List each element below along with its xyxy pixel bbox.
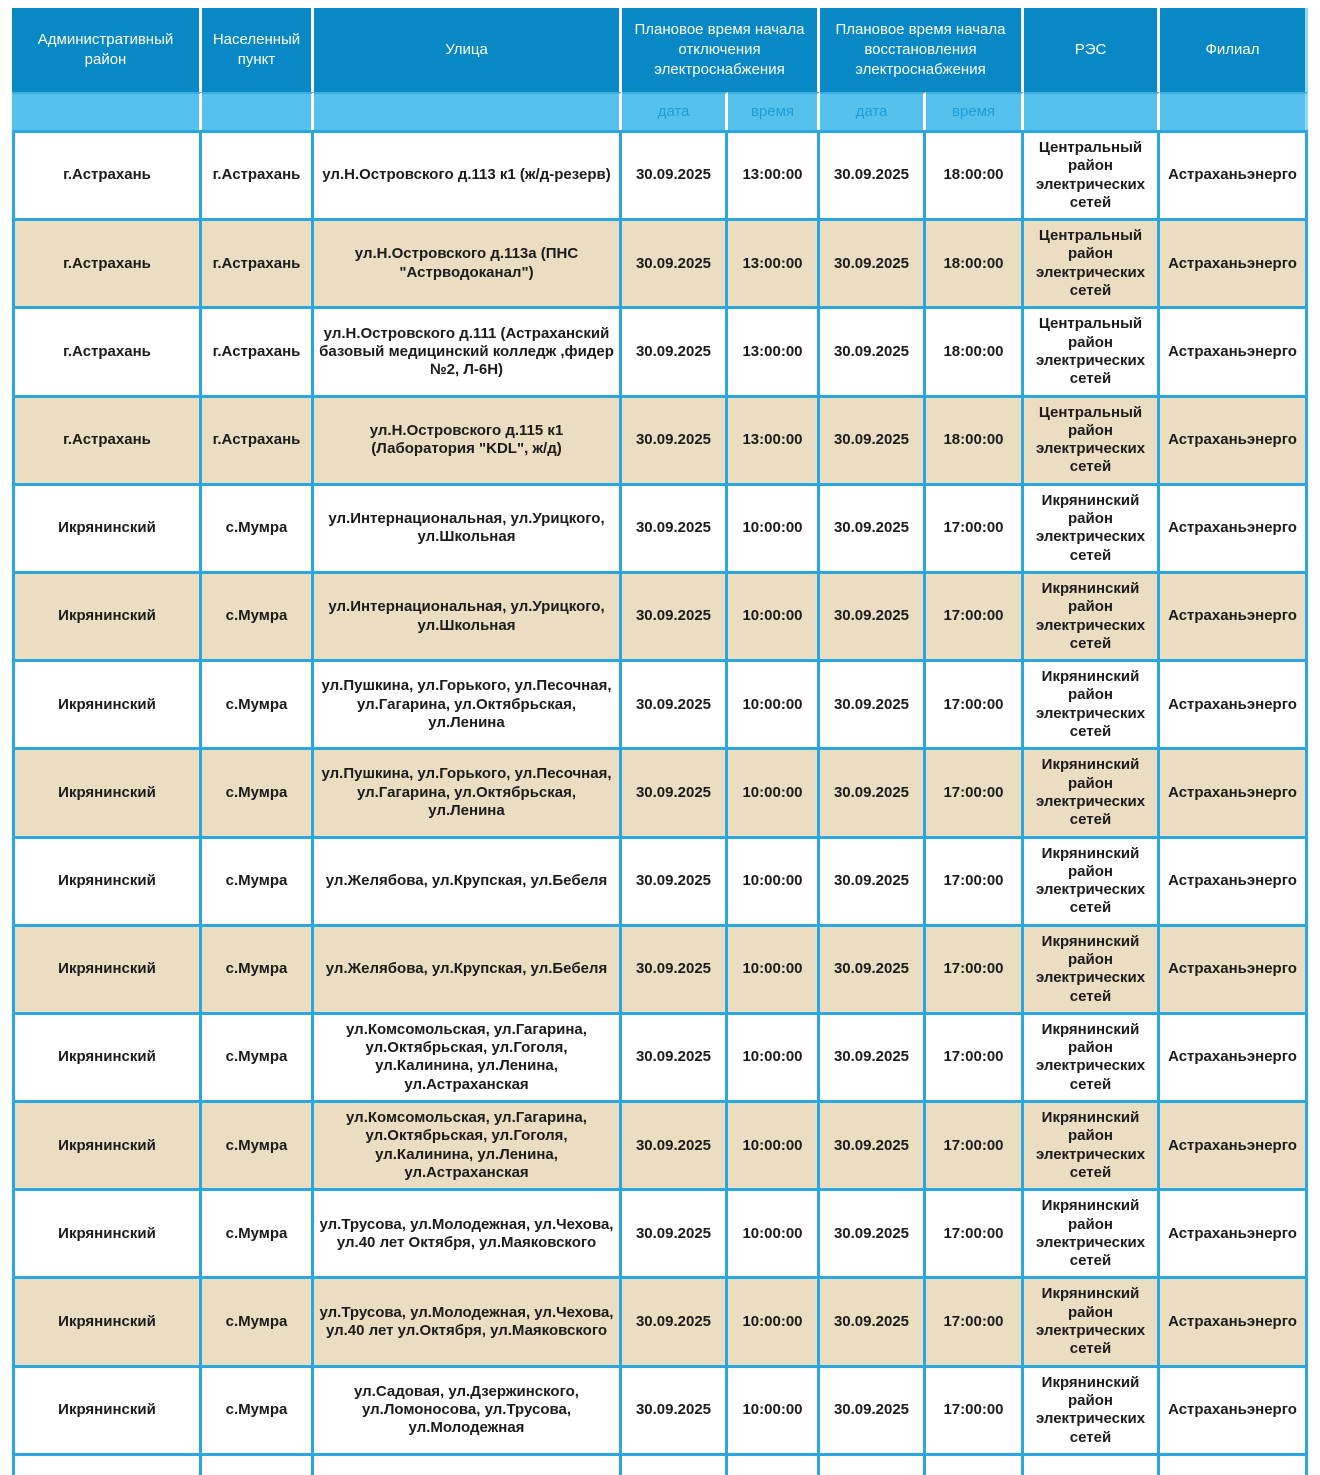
cell-district: г.Астрахань (12, 130, 202, 221)
cell-street (314, 1456, 622, 1475)
cell-res: Икрянинский район электрических сетей (1024, 1191, 1160, 1279)
cell-restore-date: 30.09.2025 (820, 750, 926, 838)
cell-outage-time: 10:00:00 (728, 574, 820, 662)
cell-res: Центральный район электрических сетей (1024, 130, 1160, 221)
cell-branch: Астраханьэнерго (1160, 1279, 1308, 1367)
cell-outage-date: 30.09.2025 (622, 750, 728, 838)
cell-restore-date: 30.09.2025 (820, 839, 926, 927)
cell-restore-date: 30.09.2025 (820, 1279, 926, 1367)
cell-outage-date: 30.09.2025 (622, 839, 728, 927)
cell-outage-time (728, 1456, 820, 1475)
cell-outage-date: 30.09.2025 (622, 486, 728, 574)
cell-district: Икрянинский (12, 486, 202, 574)
cell-restore-time: 17:00:00 (926, 839, 1024, 927)
cell-settlement: г.Астрахань (202, 221, 314, 309)
cell-restore-date: 30.09.2025 (820, 398, 926, 486)
cell-settlement: г.Астрахань (202, 398, 314, 486)
cell-settlement: с.Мумра (202, 1103, 314, 1191)
cell-res (1024, 1456, 1160, 1475)
outage-table (12, 8, 1308, 1475)
cell-res: Икрянинский район электрических сетей (1024, 750, 1160, 838)
cell-district: Икрянинский (12, 662, 202, 750)
table-row (12, 486, 1308, 574)
cell-outage-date: 30.09.2025 (622, 309, 728, 397)
cell-restore-date: 30.09.2025 (820, 1103, 926, 1191)
cell-restore-time: 17:00:00 (926, 662, 1024, 750)
cell-branch: Астраханьэнерго (1160, 750, 1308, 838)
cell-settlement: г.Астрахань (202, 130, 314, 221)
cell-restore-time (926, 1456, 1024, 1475)
cell-res: Икрянинский район электрических сетей (1024, 1015, 1160, 1103)
cell-branch: Астраханьэнерго (1160, 130, 1308, 221)
cell-street: ул.Комсомольская, ул.Гагарина, ул.Октябрьская, ул.Гоголя, ул.Калинина, ул.Ленина, ул.Астраханская (314, 1103, 622, 1191)
cell-branch: Астраханьэнерго (1160, 927, 1308, 1015)
header-street: Улица (314, 8, 622, 92)
subheader-empty-branch (1160, 92, 1308, 130)
header-row-main (12, 8, 1308, 92)
header-res: РЭС (1024, 8, 1160, 92)
cell-district: Икрянинский (12, 574, 202, 662)
cell-outage-date: 30.09.2025 (622, 1191, 728, 1279)
cell-district (12, 1456, 202, 1475)
header-settlement: Населенный пункт (202, 8, 314, 92)
cell-branch: Астраханьэнерго (1160, 486, 1308, 574)
cell-outage-time: 13:00:00 (728, 398, 820, 486)
cell-restore-time: 17:00:00 (926, 574, 1024, 662)
cell-outage-time: 10:00:00 (728, 927, 820, 1015)
cell-outage-date: 30.09.2025 (622, 1279, 728, 1367)
subheader-empty-district (12, 92, 202, 130)
cell-outage-time: 10:00:00 (728, 1368, 820, 1456)
cell-settlement: с.Мумра (202, 1368, 314, 1456)
cell-district: Икрянинский (12, 839, 202, 927)
cell-outage-time: 10:00:00 (728, 486, 820, 574)
cell-outage-date: 30.09.2025 (622, 398, 728, 486)
cell-restore-time: 17:00:00 (926, 1103, 1024, 1191)
subheader-empty-settlement (202, 92, 314, 130)
cell-settlement: с.Мумра (202, 1279, 314, 1367)
cell-res: Икрянинский район электрических сетей (1024, 662, 1160, 750)
cell-outage-date: 30.09.2025 (622, 927, 728, 1015)
cell-res: Икрянинский район электрических сетей (1024, 1368, 1160, 1456)
cell-street: ул.Интернациональная, ул.Урицкого, ул.Школьная (314, 574, 622, 662)
cell-street: ул.Н.Островского д.111 (Астраханский базовый медицинский колледж ,фидер №2, Л-6Н) (314, 309, 622, 397)
cell-settlement: с.Мумра (202, 1015, 314, 1103)
cell-res: Икрянинский район электрических сетей (1024, 574, 1160, 662)
cell-outage-time: 10:00:00 (728, 662, 820, 750)
cell-res: Икрянинский район электрических сетей (1024, 1279, 1160, 1367)
cell-branch: Астраханьэнерго (1160, 1191, 1308, 1279)
cell-restore-time: 18:00:00 (926, 221, 1024, 309)
table-row (12, 398, 1308, 486)
cell-settlement: с.Мумра (202, 927, 314, 1015)
cell-outage-time: 10:00:00 (728, 1015, 820, 1103)
cell-district: Икрянинский (12, 1279, 202, 1367)
cell-restore-time: 18:00:00 (926, 398, 1024, 486)
cell-res: Икрянинский район электрических сетей (1024, 927, 1160, 1015)
cell-branch: Астраханьэнерго (1160, 1015, 1308, 1103)
cell-outage-time: 10:00:00 (728, 1191, 820, 1279)
cell-street: ул.Комсомольская, ул.Гагарина, ул.Октябрьская, ул.Гоголя, ул.Калинина, ул.Ленина, ул.Астраханская (314, 1015, 622, 1103)
cell-branch: Астраханьэнерго (1160, 398, 1308, 486)
cell-district: Икрянинский (12, 750, 202, 838)
cell-restore-time: 18:00:00 (926, 309, 1024, 397)
cell-restore-time: 17:00:00 (926, 1191, 1024, 1279)
cell-street: ул.Н.Островского д.113 к1 (ж/д-резерв) (314, 130, 622, 221)
table-row (12, 1103, 1308, 1191)
table-row (12, 309, 1308, 397)
cell-outage-time: 10:00:00 (728, 1103, 820, 1191)
header-admin-district: Административный район (12, 8, 202, 92)
cell-street: ул.Интернациональная, ул.Урицкого, ул.Школьная (314, 486, 622, 574)
cell-restore-date: 30.09.2025 (820, 927, 926, 1015)
table-row (12, 130, 1308, 221)
cell-branch: Астраханьэнерго (1160, 1103, 1308, 1191)
cell-restore-time: 18:00:00 (926, 130, 1024, 221)
cell-district: Икрянинский (12, 1015, 202, 1103)
cell-settlement: с.Мумра (202, 574, 314, 662)
cell-restore-date: 30.09.2025 (820, 574, 926, 662)
subheader-outage-time: время (728, 92, 820, 130)
header-outage-group: Плановое время начала отключения электроснабжения (622, 8, 820, 92)
table-row (12, 839, 1308, 927)
cell-outage-date: 30.09.2025 (622, 130, 728, 221)
cell-street: ул.Трусова, ул.Молодежная, ул.Чехова, ул.40 лет Октября, ул.Маяковского (314, 1191, 622, 1279)
cell-street: ул.Садовая, ул.Дзержинского, ул.Ломоносова, ул.Трусова, ул.Молодежная (314, 1368, 622, 1456)
cell-outage-time: 10:00:00 (728, 1279, 820, 1367)
cell-street: ул.Пушкина, ул.Горького, ул.Песочная, ул.Гагарина, ул.Октябрьская, ул.Ленина (314, 750, 622, 838)
cell-restore-time: 17:00:00 (926, 927, 1024, 1015)
cell-res: Центральный район электрических сетей (1024, 309, 1160, 397)
table-row (12, 574, 1308, 662)
cell-outage-time: 13:00:00 (728, 130, 820, 221)
subheader-restore-time: время (926, 92, 1024, 130)
cell-outage-date: 30.09.2025 (622, 1015, 728, 1103)
cell-res: Икрянинский район электрических сетей (1024, 839, 1160, 927)
subheader-outage-date: дата (622, 92, 728, 130)
cell-outage-date: 30.09.2025 (622, 1103, 728, 1191)
cell-street: ул.Трусова, ул.Молодежная, ул.Чехова, ул.40 лет ул.Октября, ул.Маяковского (314, 1279, 622, 1367)
cell-outage-date (622, 1456, 728, 1475)
cell-outage-time: 10:00:00 (728, 750, 820, 838)
cell-branch: Астраханьэнерго (1160, 309, 1308, 397)
cell-street: ул.Желябова, ул.Крупская, ул.Бебеля (314, 927, 622, 1015)
cell-outage-time: 10:00:00 (728, 839, 820, 927)
cell-branch: Астраханьэнерго (1160, 662, 1308, 750)
cell-outage-date: 30.09.2025 (622, 1368, 728, 1456)
cell-res: Икрянинский район электрических сетей (1024, 1103, 1160, 1191)
header-row-sub (12, 92, 1308, 130)
table-row (12, 221, 1308, 309)
cell-restore-time: 17:00:00 (926, 486, 1024, 574)
cell-restore-date: 30.09.2025 (820, 1191, 926, 1279)
cell-restore-date: 30.09.2025 (820, 662, 926, 750)
table-row (12, 1191, 1308, 1279)
cell-settlement: с.Мумра (202, 1191, 314, 1279)
cell-district: г.Астрахань (12, 309, 202, 397)
cell-branch: Астраханьэнерго (1160, 1368, 1308, 1456)
cell-restore-date: 30.09.2025 (820, 130, 926, 221)
header-restore-group: Плановое время начала восстановления электроснабжения (820, 8, 1024, 92)
subheader-empty-street (314, 92, 622, 130)
cell-res: Икрянинский район электрических сетей (1024, 486, 1160, 574)
cell-settlement (202, 1456, 314, 1475)
cell-district: Икрянинский (12, 927, 202, 1015)
table-row (12, 750, 1308, 838)
header-branch: Филиал (1160, 8, 1308, 92)
cell-street: ул.Желябова, ул.Крупская, ул.Бебеля (314, 839, 622, 927)
cell-restore-date: 30.09.2025 (820, 309, 926, 397)
cell-district: Икрянинский (12, 1191, 202, 1279)
cell-restore-date (820, 1456, 926, 1475)
cell-street: ул.Н.Островского д.113а (ПНС "Астрводоканал") (314, 221, 622, 309)
cell-settlement: с.Мумра (202, 486, 314, 574)
cell-res: Центральный район электрических сетей (1024, 398, 1160, 486)
cell-settlement: с.Мумра (202, 839, 314, 927)
table-row (12, 927, 1308, 1015)
cell-settlement: с.Мумра (202, 750, 314, 838)
cell-restore-date: 30.09.2025 (820, 1015, 926, 1103)
table-row (12, 1368, 1308, 1456)
cell-restore-time: 17:00:00 (926, 1015, 1024, 1103)
cell-settlement: г.Астрахань (202, 309, 314, 397)
cell-settlement: с.Мумра (202, 662, 314, 750)
cell-restore-date: 30.09.2025 (820, 221, 926, 309)
cell-district: г.Астрахань (12, 398, 202, 486)
table-row (12, 662, 1308, 750)
cell-restore-time: 17:00:00 (926, 750, 1024, 838)
cell-district: г.Астрахань (12, 221, 202, 309)
cell-outage-date: 30.09.2025 (622, 662, 728, 750)
cell-outage-time: 13:00:00 (728, 309, 820, 397)
cell-outage-time: 13:00:00 (728, 221, 820, 309)
subheader-restore-date: дата (820, 92, 926, 130)
table-body (12, 130, 1308, 1475)
table-row (12, 1279, 1308, 1367)
table-header (12, 8, 1308, 130)
table-row-clipped (12, 1456, 1308, 1475)
cell-district: Икрянинский (12, 1368, 202, 1456)
cell-outage-date: 30.09.2025 (622, 221, 728, 309)
cell-branch: Астраханьэнерго (1160, 839, 1308, 927)
cell-district: Икрянинский (12, 1103, 202, 1191)
cell-restore-date: 30.09.2025 (820, 486, 926, 574)
cell-res: Центральный район электрических сетей (1024, 221, 1160, 309)
cell-restore-time: 17:00:00 (926, 1368, 1024, 1456)
subheader-empty-res (1024, 92, 1160, 130)
cell-branch: Астраханьэнерго (1160, 221, 1308, 309)
cell-street: ул.Н.Островского д.115 к1 (Лаборатория "KDL", ж/д) (314, 398, 622, 486)
cell-restore-date: 30.09.2025 (820, 1368, 926, 1456)
cell-street: ул.Пушкина, ул.Горького, ул.Песочная, ул.Гагарина, ул.Октябрьская, ул.Ленина (314, 662, 622, 750)
cell-branch: Астраханьэнерго (1160, 574, 1308, 662)
cell-restore-time: 17:00:00 (926, 1279, 1024, 1367)
cell-outage-date: 30.09.2025 (622, 574, 728, 662)
table-row (12, 1015, 1308, 1103)
cell-branch (1160, 1456, 1308, 1475)
